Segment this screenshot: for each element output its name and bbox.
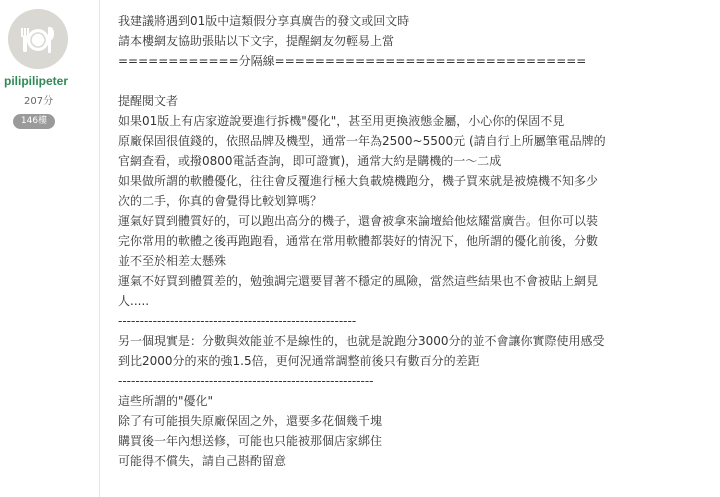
post-content: [118, 11, 714, 471]
post-line: ============分隔線===============================: [118, 54, 587, 68]
post-line: 官網查看，或撥0800電話查詢，即可證實)，通常大約是購機的一～二成: [118, 154, 502, 168]
post-line: 如果01版上有店家遊說要進行拆機"優化"，甚至用更換液態金屬，小心你的保固不見: [118, 114, 565, 128]
post-line: -----------------------------------------------------------: [118, 374, 374, 388]
post-line: 提醒閱文者: [118, 94, 179, 108]
post-line: 可能得不償失，請自己斟酌留意: [118, 454, 287, 468]
post-line: 除了有可能損失原廠保固之外，還要多花個幾千塊: [118, 414, 383, 428]
post-line: -------------------------------------------------------: [118, 314, 357, 328]
post-line: 原廠保固很值錢的，依照品牌及機型，通常一年為2500~5500元 (請自行上所屬筆電品牌的: [118, 134, 606, 148]
post-line: 如果做所謂的軟體優化，往往會反覆進行極大負載燒機跑分，機子買來就是被燒機不知多少: [118, 174, 599, 188]
post-line: 並不至於相差太懸殊: [118, 254, 227, 268]
author-sidebar: [0, 0, 88, 497]
post-line: 請本樓網友協助張貼以下文字，提醒網友勿輕易上當: [118, 34, 395, 48]
post-line: 完你常用的軟體之後再跑跑看，通常在常用軟體都裝好的情況下，他所謂的優化前後，分數: [118, 234, 599, 248]
post-line: 運氣不好買到體質差的，勉強調完還要冒著不穩定的風險，當然這些結果也不會被貼上網見: [118, 274, 599, 288]
floor-badge[interactable]: 146樓: [13, 114, 55, 129]
post-line-blank: [118, 71, 714, 91]
column-divider: [99, 0, 100, 497]
author-points: 207分: [24, 96, 54, 107]
post-line: 次的二手，你真的會覺得比較划算嗎？: [118, 194, 323, 208]
post-line: 我建議將遇到01版中這類假分享真廣告的發文或回文時: [118, 14, 410, 28]
post-line: 另一個現實是：分數與效能並不是線性的，也就是說跑分3000分的並不會讓你實際使用感受: [118, 334, 605, 348]
post-line: 購買後一年內想送修，可能也只能被那個店家綁住: [118, 434, 383, 448]
author-name[interactable]: pilipilipeter: [4, 74, 69, 88]
dining-icon: [8, 9, 68, 69]
post-line: 到比2000分的來的強1.5倍，更何況通常調整前後只有數百分的差距: [118, 354, 480, 368]
avatar[interactable]: [8, 9, 68, 69]
post-line: 運氣好買到體質好的，可以跑出高分的機子，還會被拿來論壇給他炫耀當廣告。但你可以裝: [118, 214, 599, 228]
post-line: 這些所謂的"優化": [118, 394, 214, 408]
post-line: 人.....: [118, 294, 150, 308]
